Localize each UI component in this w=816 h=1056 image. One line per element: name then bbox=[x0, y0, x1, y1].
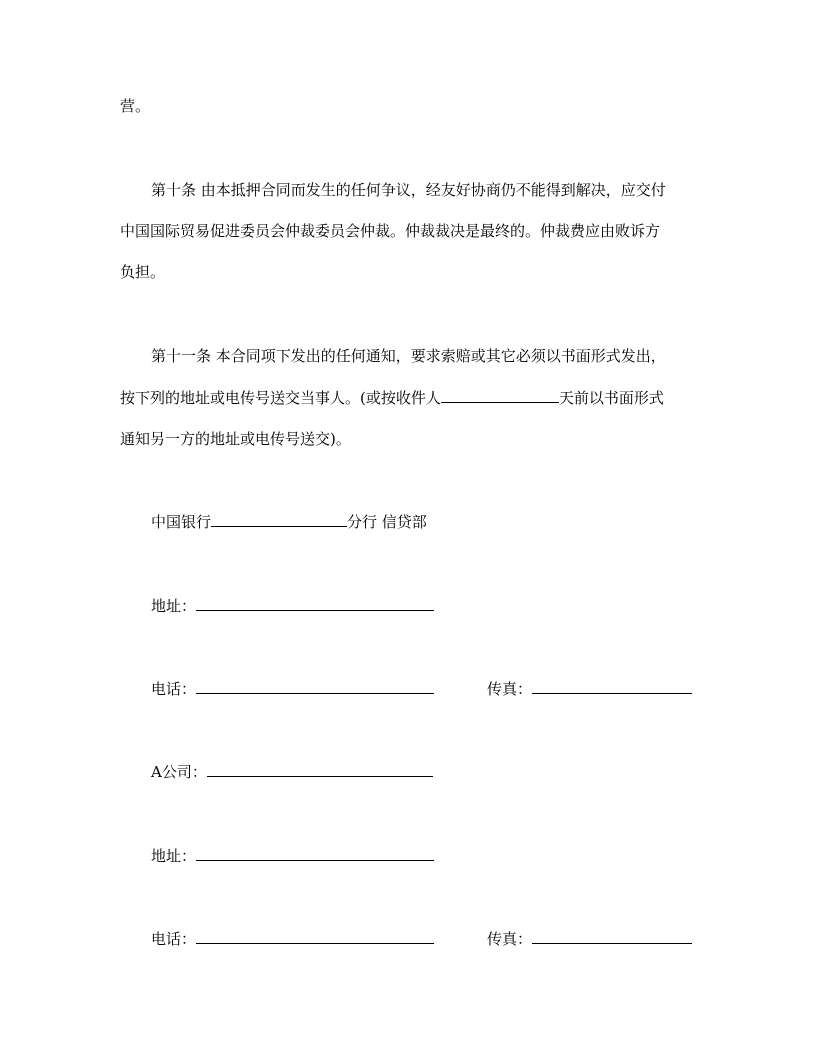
bank-address-label: 地址： bbox=[151, 597, 197, 615]
bank-fax-line bbox=[487, 679, 692, 699]
article-11-line-2 bbox=[120, 388, 664, 408]
article-11-line-2-before: 按下列的地址或电传号送交当事人。(或按收件人 bbox=[120, 389, 441, 407]
company-fax-line bbox=[487, 929, 692, 949]
bank-fax-blank[interactable] bbox=[532, 679, 692, 694]
bank-address-blank[interactable] bbox=[196, 596, 434, 611]
company-fax-label: 传真： bbox=[487, 930, 533, 948]
article-11-line-3: 通知另一方的地址或电传号送交)。 bbox=[120, 430, 351, 448]
article-11-line-1: 第十一条 本合同项下发出的任何通知，要求索赔或其它必须以书面形式发出， bbox=[151, 347, 666, 365]
company-phone-blank[interactable] bbox=[196, 929, 434, 944]
company-address-line bbox=[151, 846, 434, 866]
article-11-line-2-after: 天前以书面形式 bbox=[558, 389, 664, 407]
company-address-blank[interactable] bbox=[196, 846, 434, 861]
bank-phone-line bbox=[151, 679, 434, 699]
company-address-label: 地址： bbox=[151, 847, 197, 865]
bank-branch-blank[interactable] bbox=[211, 512, 347, 527]
company-fax-blank[interactable] bbox=[532, 929, 692, 944]
bank-name-prefix: 中国银行 bbox=[151, 513, 212, 531]
bank-address-line bbox=[151, 596, 434, 616]
days-blank[interactable] bbox=[441, 388, 559, 403]
bank-phone-label: 电话： bbox=[151, 680, 197, 698]
company-name-line bbox=[151, 762, 433, 782]
company-name-blank[interactable] bbox=[207, 762, 433, 777]
bank-phone-blank[interactable] bbox=[196, 679, 434, 694]
article-10-line-3: 负担。 bbox=[120, 263, 166, 281]
article-10-line-1: 第十条 由本抵押合同而发生的任何争议，经友好协商仍不能得到解决，应交付 bbox=[151, 181, 666, 199]
bank-name-line bbox=[151, 512, 427, 532]
bank-fax-label: 传真： bbox=[487, 680, 533, 698]
company-phone-line bbox=[151, 929, 434, 949]
carryover-text: 营。 bbox=[120, 97, 151, 115]
company-name-label: A公司： bbox=[151, 763, 207, 781]
article-10-line-2: 中国国际贸易促进委员会仲裁委员会仲裁。仲裁裁决是最终的。仲裁费应由败诉方 bbox=[120, 222, 661, 240]
company-phone-label: 电话： bbox=[151, 930, 197, 948]
bank-name-suffix: 分行 信贷部 bbox=[347, 513, 427, 531]
